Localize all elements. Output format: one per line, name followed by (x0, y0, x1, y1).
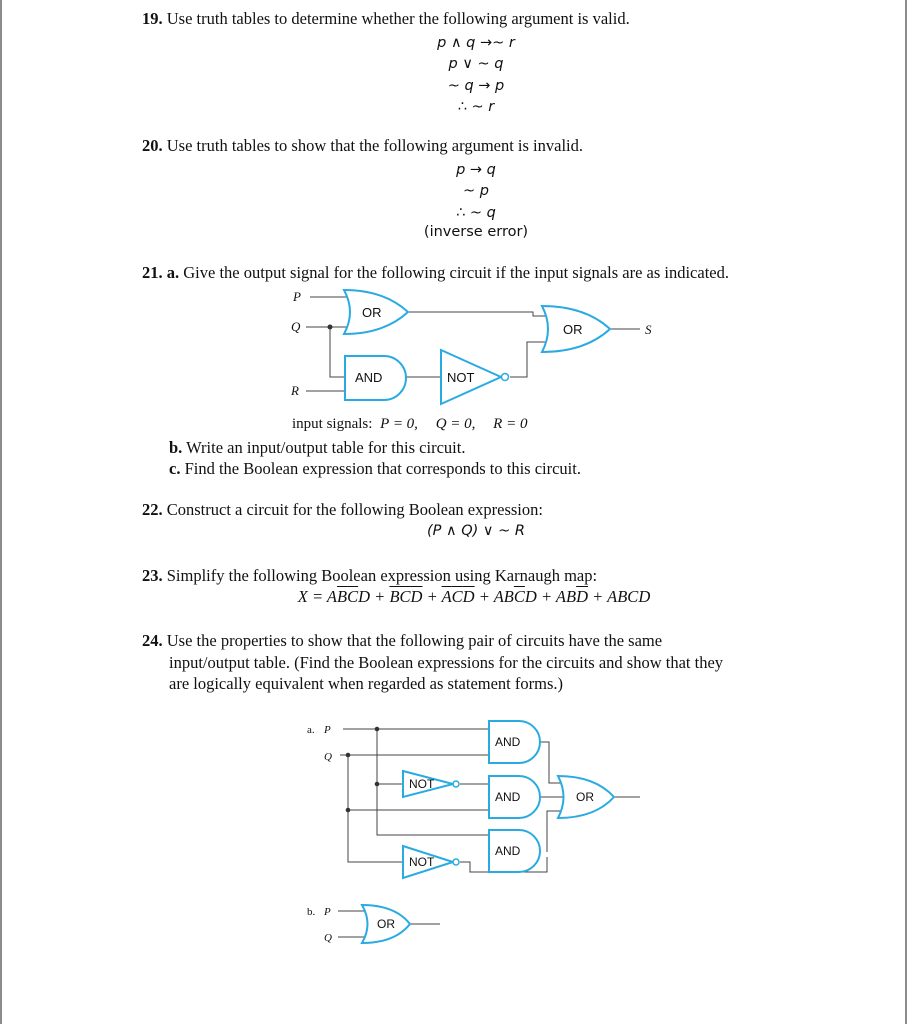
gate-label-and: AND (495, 735, 521, 749)
input-label-q: Q (324, 751, 332, 763)
plus-operator: + (474, 587, 494, 606)
question-24-line-2: input/output table. (Find the Boolean expressions for the circuits and show that they (169, 653, 724, 672)
junction-dot (375, 782, 380, 787)
question-text: Use the properties to show that the following pair of circuits have the same (166, 631, 663, 650)
question-text: Use truth tables to determine whether the following argument is valid. (166, 9, 630, 28)
question-text: Give the output signal for the following circuit if the input signals are as indicated. (183, 263, 729, 282)
junction-dot (346, 808, 351, 813)
expression-term: $\overline{B}\overline{C}\overline{D}$ (389, 587, 423, 606)
input-label-p: P (293, 289, 301, 304)
q20-note: (inverse error) (423, 224, 529, 240)
not-bubble (453, 781, 459, 787)
gate-label-or: OR (563, 322, 583, 337)
input-label-q: Q (324, 932, 332, 944)
signal-p: P = 0, (380, 416, 418, 432)
q19-conclusion: ∴ ~ r (457, 99, 495, 115)
plus-operator: + (536, 587, 556, 606)
part-label: b. (169, 438, 183, 457)
question-text: Construct a circuit for the following Boolean expression: (166, 500, 543, 519)
signal-q: Q = 0, (435, 416, 476, 432)
gate-label-and: AND (495, 844, 521, 858)
gate-label-and: AND (355, 370, 383, 385)
question-number: 19. (142, 9, 163, 28)
expression-term: $A\overline{B}\overline{C}D$ (326, 587, 371, 606)
q19-premise-1: p ∧ q →~ r (437, 35, 515, 51)
input-label-q: Q (291, 319, 301, 334)
expression-term: $AB\overline{C}D$ (493, 587, 537, 606)
junction-dot (346, 753, 351, 758)
question-text: Simplify the following Boolean expression using Karnaugh map: (166, 566, 598, 585)
circuit-label-b: b. (307, 906, 316, 918)
part-label: a. (166, 263, 180, 282)
part-label: c. (169, 459, 181, 478)
question-text: Use truth tables to show that the following argument is invalid. (166, 136, 584, 155)
gate-label-and: AND (495, 790, 521, 804)
plus-operator: + (422, 587, 442, 606)
signals-label: input signals: (292, 416, 373, 432)
question-24-line-3: are logically equivalent when regarded as statement forms.) (169, 674, 564, 693)
q19-premise-3: ~ q → p (447, 78, 505, 94)
expression-term: $AB\overline{D}$ (555, 587, 589, 606)
input-label-p: P (324, 906, 331, 918)
expression-term: $\overline{A}\overline{C}\overline{D}$ (441, 587, 475, 606)
q20-premise-2: ~ p (463, 183, 489, 199)
gate-label-or: OR (377, 917, 395, 931)
plus-operator: + (370, 587, 390, 606)
gate-label-not: NOT (409, 855, 435, 869)
gate-label-not: NOT (409, 777, 435, 791)
input-label-r: R (291, 383, 299, 398)
question-number: 21. (142, 263, 163, 282)
expression-lhs: X = (297, 587, 327, 606)
wire (348, 755, 403, 862)
gate-label-or: OR (362, 305, 382, 320)
plus-operator: + (588, 587, 608, 606)
junction-dot (375, 727, 380, 732)
question-text: Find the Boolean expression that corresponds to this circuit. (184, 459, 581, 478)
question-number: 23. (142, 566, 163, 585)
q19-premise-2: p ∨ ~ q (448, 56, 504, 72)
q20-premise-1: p → q (456, 162, 496, 178)
question-number: 20. (142, 136, 163, 155)
circuit-label-a: a. (307, 724, 315, 736)
signal-r: R = 0 (493, 416, 528, 432)
input-label-p: P (324, 724, 331, 736)
expression-term: ABCD (607, 587, 651, 606)
question-number: 24. (142, 631, 163, 650)
gate-label-or: OR (576, 790, 594, 804)
question-text: Write an input/output table for this circuit. (186, 438, 466, 457)
output-label-s: S (645, 322, 652, 337)
q20-conclusion: ∴ ~ q (456, 205, 496, 221)
question-number: 22. (142, 500, 163, 519)
gate-label-not: NOT (447, 370, 475, 385)
q22-expression: (P ∧ Q) ∨ ~ R (427, 523, 525, 539)
not-bubble (453, 859, 459, 865)
